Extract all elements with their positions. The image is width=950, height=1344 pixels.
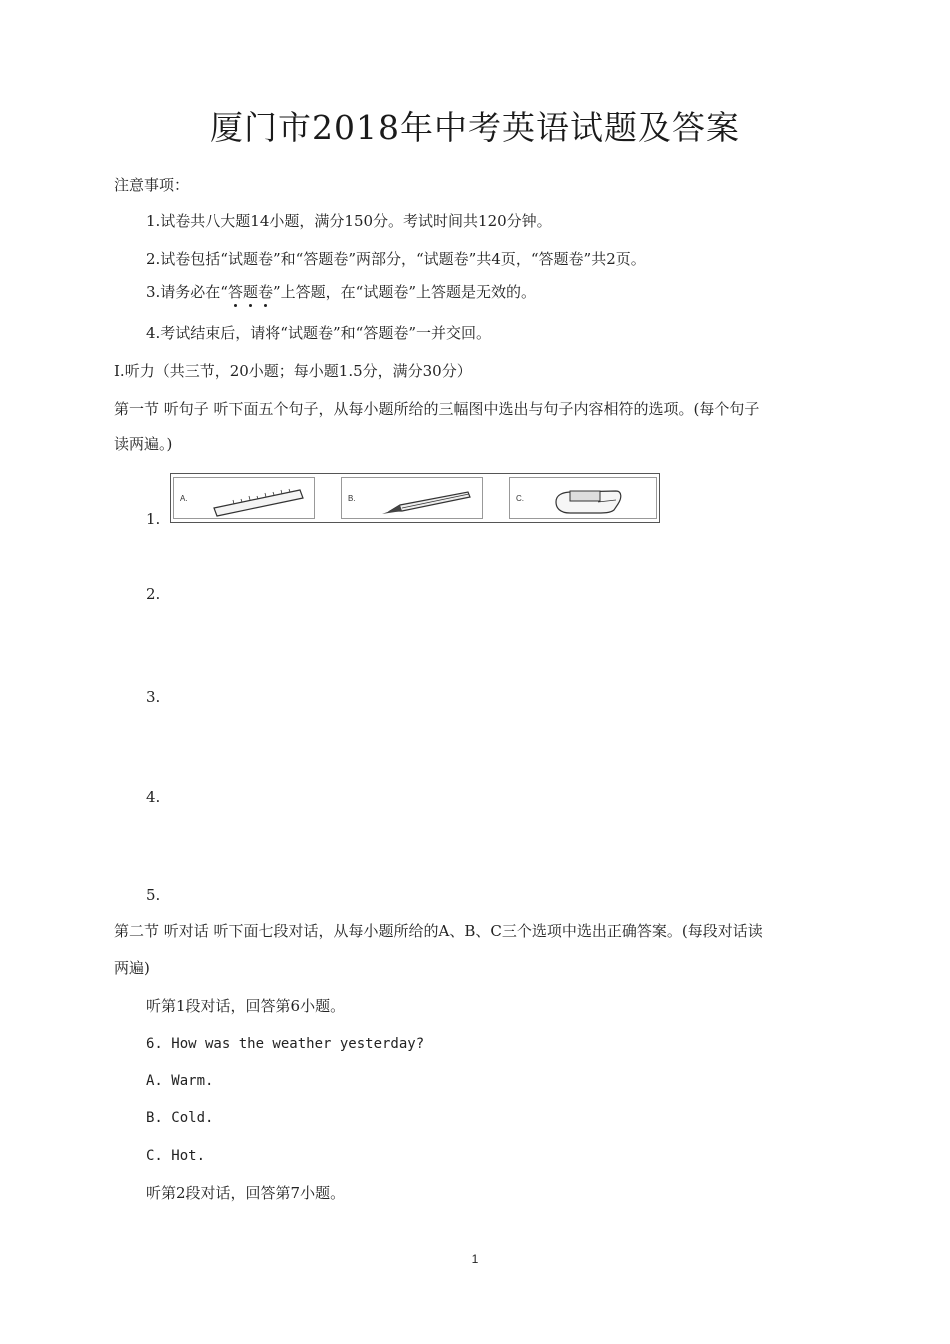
- notice-item-2: 2.试卷包括“试题卷”和“答题卷”两部分，“试题卷”共4页，“答题卷”共2页。: [146, 250, 646, 268]
- picture-option-a[interactable]: [173, 477, 315, 519]
- notice-item-3: [146, 282, 536, 302]
- dialogue-2-instruction: 听第2段对话，回答第7小题。: [146, 1184, 346, 1202]
- page-number: 1: [471, 1252, 479, 1266]
- question-6-option-a: A. Warm.: [146, 1073, 214, 1089]
- ruler-icon: [174, 478, 316, 520]
- notice-heading: 注意事项：: [114, 176, 190, 194]
- picture-option-c[interactable]: [509, 477, 657, 519]
- picture-options-strip: [170, 473, 660, 523]
- question-number-5: 5.: [146, 886, 161, 904]
- pencil-icon: [342, 478, 484, 520]
- notice-item-4: 4.考试结束后，请将“试题卷”和“答题卷”一并交回。: [146, 324, 491, 342]
- part1-heading: Ⅰ.听力（共三节，20小题；每小题1.5分，满分30分）: [114, 362, 472, 380]
- question-number-1: 1.: [146, 510, 161, 528]
- picture-label-b: B.: [348, 494, 356, 503]
- notice-item-1: 1.试卷共八大题14小题，满分150分。考试时间共120分钟。: [146, 212, 552, 230]
- section2-instruction-line2: 两遍): [114, 959, 150, 977]
- picture-label-a: A.: [180, 494, 188, 503]
- notice-item-3-before: 3.请务必在“: [146, 283, 228, 301]
- question-number-3: 3.: [146, 688, 161, 706]
- section2-instruction-line1: 第二节 听对话 听下面七段对话，从每小题所给的A、B、C三个选项中选出正确答案。(每段对话读: [114, 922, 763, 940]
- question-number-4: 4.: [146, 788, 161, 806]
- emphasis-text: 答题卷: [227, 283, 273, 301]
- dialogue-1-instruction: 听第1段对话，回答第6小题。: [146, 997, 346, 1015]
- question-6-text: 6. How was the weather yesterday?: [146, 1036, 425, 1052]
- page-title: 厦门市2018年中考英语试题及答案: [210, 108, 740, 147]
- question-number-2: 2.: [146, 585, 161, 603]
- notice-item-3-after: ”上答题，在“试题卷”上答题是无效的。: [273, 283, 537, 301]
- question-6-option-b: B. Cold.: [146, 1110, 214, 1126]
- section1-instruction-line1: 第一节 听句子 听下面五个句子，从每小题所给的三幅图中选出与句子内容相符的选项。(每个句子: [114, 400, 760, 418]
- picture-option-b[interactable]: [341, 477, 483, 519]
- question-6-option-c: C. Hot.: [146, 1148, 206, 1164]
- eraser-icon: [510, 478, 658, 520]
- emphasis-dotted-text: [228, 283, 273, 301]
- picture-label-c: C.: [516, 494, 524, 503]
- section1-instruction-line2: 读两遍。): [114, 435, 173, 453]
